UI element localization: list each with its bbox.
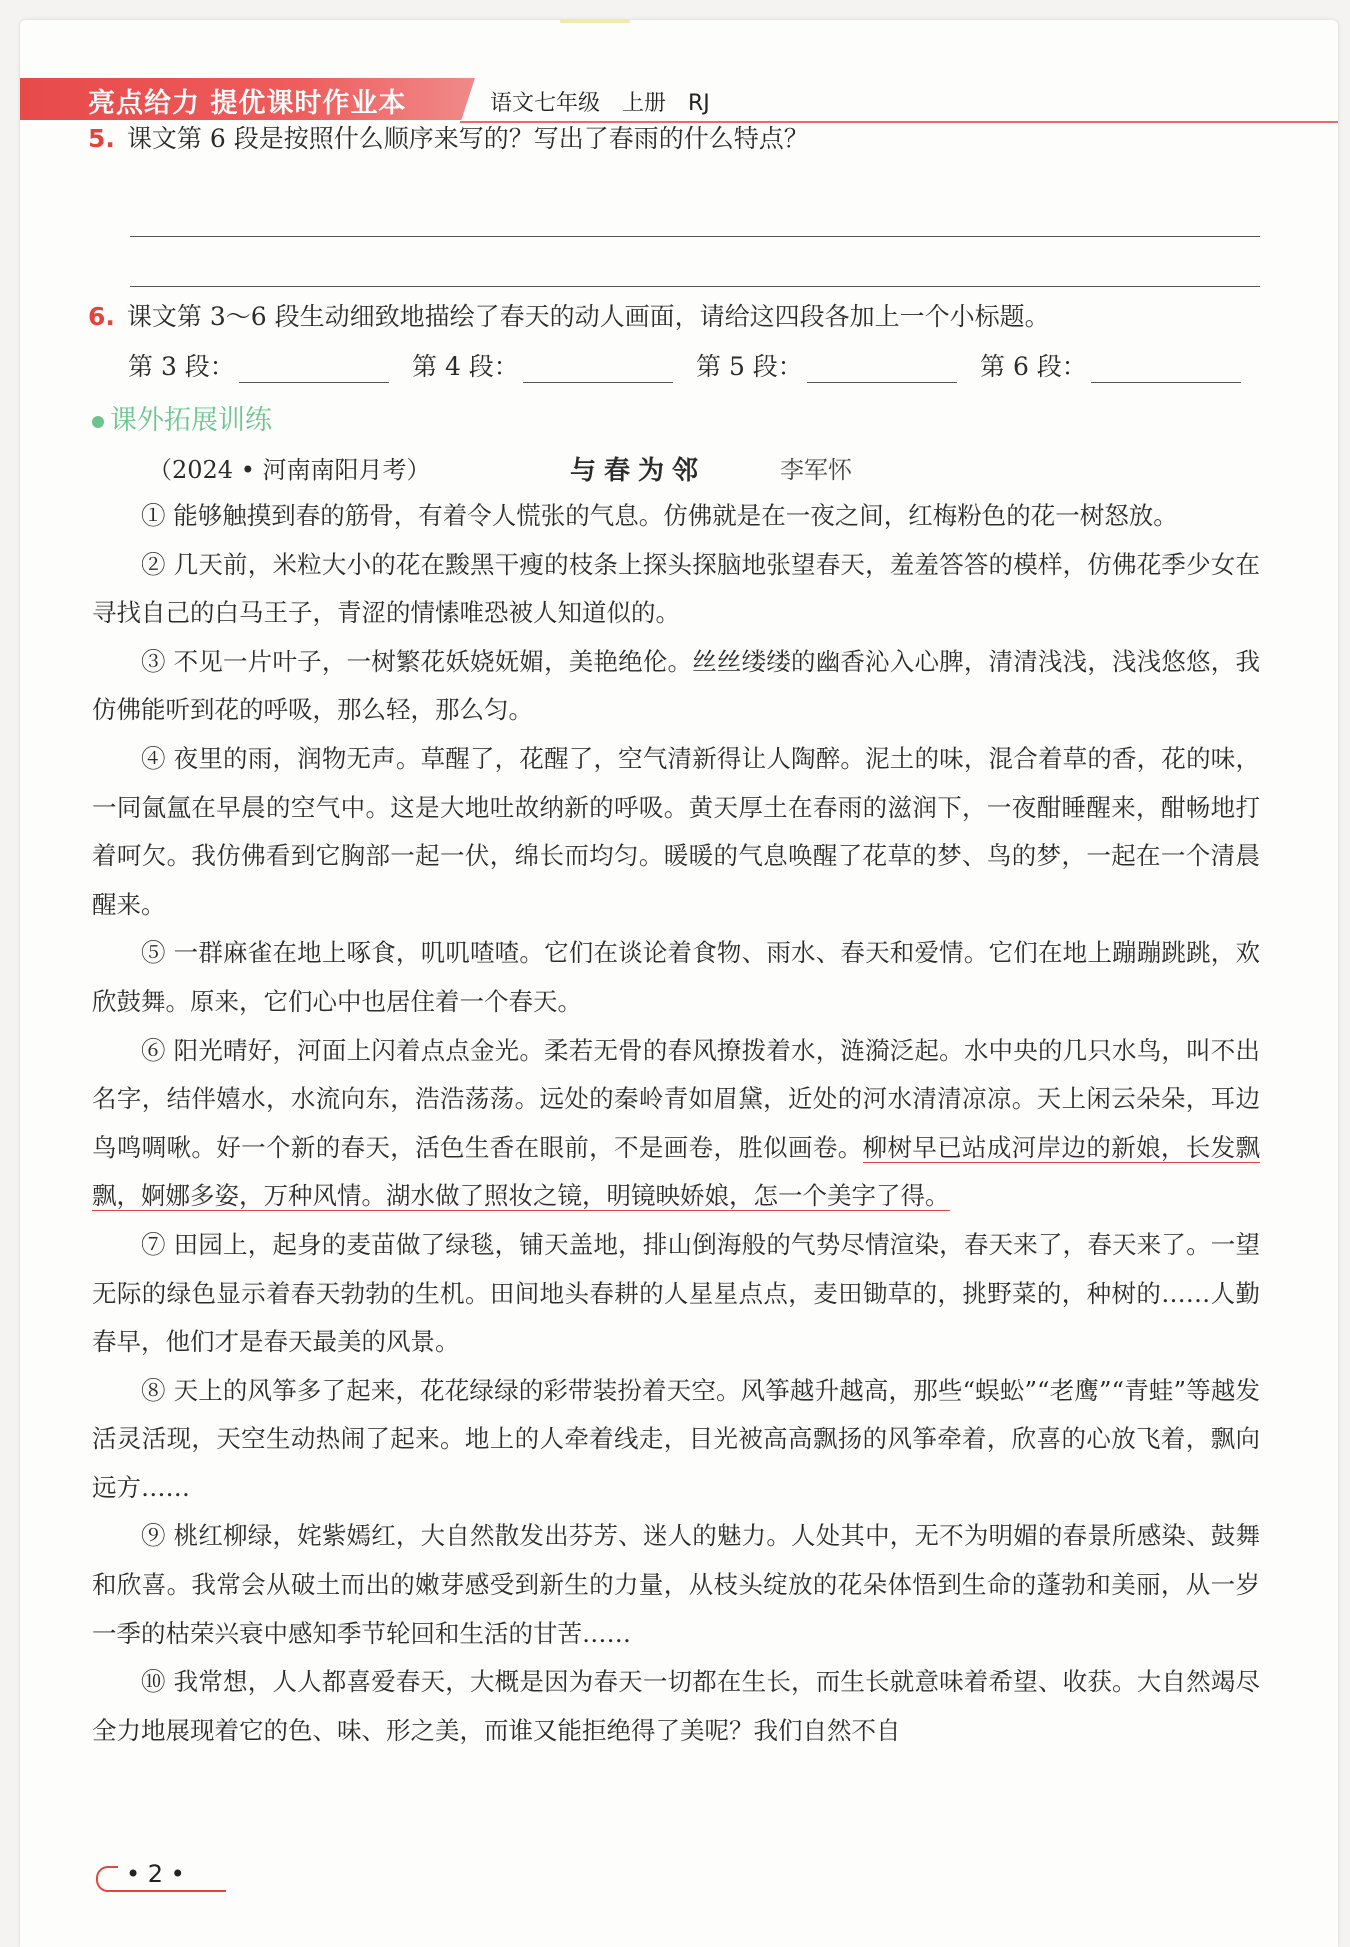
question-text: 课文第 6 段是按照什么顺序来写的？写出了春雨的什么特点？ xyxy=(126,124,809,153)
article-header xyxy=(148,450,1248,486)
paragraph: ② 几天前，米粒大小的花在黢黑干瘦的枝条上探头探脑地张望春天，羞羞答答的模样，仿佛花季少女在寻找自己的白马王子，青涩的情愫唯恐被人知道似的。 xyxy=(92,549,1260,628)
answer-line[interactable] xyxy=(130,236,1260,237)
article-source: （2024 • 河南南阳月考） xyxy=(148,456,431,484)
subtitle-blanks xyxy=(128,347,1278,387)
paragraph: ⑨ 桃红柳绿，姹紫嫣红，大自然散发出芬芳、迷人的魅力。人处其中，无不为明媚的春景所感染、鼓舞和欣喜。我常会从破土而出的嫩芽感受到新生的力量，从枝头绽放的花朵体悟到生命的蓬勃和美丽，从一岁一季的枯荣兴衰中感知季节轮回和生活的甘苦…… xyxy=(92,1521,1260,1648)
subject-label: 语文七年级 上册 RJ xyxy=(490,91,710,116)
blank-para-4: 第 4 段： xyxy=(412,347,673,383)
paragraph: ⑩ 我常想，人人都喜爱春天，大概是因为春天一切都在生长，而生长就意味着希望、收获。大自然竭尽全力地展现着它的色、味、形之美，而谁又能拒绝得了美呢？我们自然不自 xyxy=(92,1667,1260,1745)
question-6 xyxy=(88,300,1050,334)
fill-blank[interactable] xyxy=(1091,354,1241,383)
fill-blank[interactable] xyxy=(523,354,673,383)
fill-blank[interactable] xyxy=(239,354,389,383)
paragraph-6: ⑥ 阳光晴好，河面上闪着点点金光。柔若无骨的春风撩拨着水，涟漪泛起。水中央的几只水鸟，叫不出名字，结伴嬉水，水流向东，浩浩荡荡。远处的秦岭青如眉黛，近处的河水清清凉凉。天上闲云朵朵，耳边鸟鸣啁啾。好一个新的春天，活色生香在眼前，不是画卷，胜似画卷。柳树早已站成河岸边的新娘，长发飘飘，婀娜多姿，万种风情。湖水做了照妆之镜，明镜映娇娘，怎一个美字了得。 xyxy=(92,1035,1261,1211)
fill-blank[interactable] xyxy=(807,354,957,383)
section-dot-icon xyxy=(92,416,104,428)
paragraph: ⑦ 田园上，起身的麦苗做了绿毯，铺天盖地，排山倒海般的气势尽情渲染，春天来了，春天来了。一望无际的绿色显示着春天勃勃的生机。田间地头春耕的人星星点点，麦田锄草的，挑野菜的，种树的……人勤春早，他们才是春天最美的风景。 xyxy=(92,1229,1260,1357)
blank-para-5: 第 5 段： xyxy=(696,347,957,383)
question-number: 5. xyxy=(88,124,115,153)
footer-curve xyxy=(96,1866,118,1892)
article-title: 与春为邻 xyxy=(570,456,707,486)
answer-line[interactable] xyxy=(130,286,1260,287)
page-notch xyxy=(560,19,630,23)
paragraph: ① 能够触摸到春的筋骨，有着令人慌张的气息。仿佛就是在一夜之间，红梅粉色的花一树怒放。 xyxy=(141,501,1178,530)
paragraph: ④ 夜里的雨，润物无声。草醒了，花醒了，空气清新得让人陶醉。泥土的味，混合着草的香，花的味，一同氤氲在早晨的空气中。这是大地吐故纳新的呼吸。黄天厚土在春雨的滋润下，一夜酣睡醒来，酣畅地打着呵欠。我仿佛看到它胸部一起一伏，绵长而均匀。暖暖的气息唤醒了花草的梦、鸟的梦，一起在一个清晨醒来。 xyxy=(92,743,1260,919)
article-author: 李军怀 xyxy=(780,456,852,484)
section-heading: 课外拓展训练 xyxy=(92,398,272,437)
blank-para-3: 第 3 段： xyxy=(128,347,389,383)
blank-para-6: 第 6 段： xyxy=(980,347,1241,383)
footer-rule xyxy=(106,1890,226,1892)
question-5 xyxy=(88,122,809,156)
paragraph: ⑤ 一群麻雀在地上啄食，叽叽喳喳。它们在谈论着食物、雨水、春天和爱情。它们在地上蹦蹦跳跳，欢欣鼓舞。原来，它们心中也居住着一个春天。 xyxy=(92,938,1260,1016)
underlined-sentence: 柳树早已站成河岸边的新娘，长发飘飘，婀娜多姿，万种风情。湖水做了照妆之镜，明镜映娇娘，怎一个美字了得。 xyxy=(92,1132,1261,1211)
brand-title: 亮点给力 提优课时作业本 xyxy=(88,88,407,119)
page-header xyxy=(20,78,1338,124)
paragraph: ③ 不见一片叶子，一树繁花妖娆妩媚，美艳绝伦。丝丝缕缕的幽香沁入心脾，清清浅浅，浅浅悠悠，我仿佛能听到花的呼吸，那么轻，那么匀。 xyxy=(92,646,1260,725)
paragraph: ⑧ 天上的风筝多了起来，花花绿绿的彩带装扮着天空。风筝越升越高，那些“蜈蚣”“老鹰”“青蛙”等越发活灵活现，天空生动热闹了起来。地上的人牵着线走，目光被高高飘扬的风筝牵着，欣喜的心放飞着，飘向远方…… xyxy=(92,1375,1260,1502)
question-text: 课文第 3～6 段生动细致地描绘了春天的动人画面，请给这四段各加上一个小标题。 xyxy=(126,302,1050,331)
page-number: • 2 • xyxy=(126,1860,185,1888)
question-number: 6. xyxy=(88,302,115,331)
article-body xyxy=(92,492,1260,1755)
page-footer xyxy=(96,1860,226,1900)
